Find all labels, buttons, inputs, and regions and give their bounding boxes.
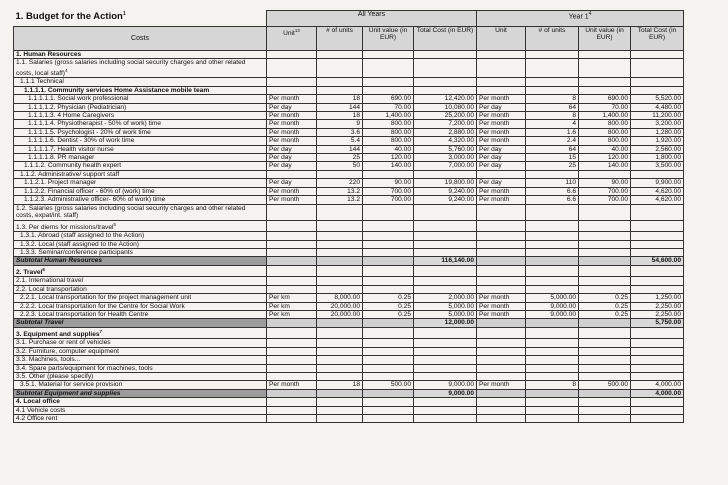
row-intl-travel: 2.1. International travel (14, 277, 267, 285)
section-travel: 2. Travel$^6$ (14, 265, 267, 277)
subtotal-hr: Subtotal Human Resources 116,140.00 54,600.00 (14, 257, 720, 265)
row-machines: 3.3. Machines, tools... (14, 356, 267, 364)
unit-y1-header: Unit (477, 27, 526, 51)
table-row: 3.5.1. Material for service provision Per month 18 500.00 9,000.00 Per month 8 500.00 4,000.00 (14, 381, 720, 389)
table-row: 2.2.3. Local transportation for Health Centre Per km 20,000.00 0.25 5,000.00 Per month 9,000.00 0.25 2,250.00 (14, 310, 720, 318)
row-furniture: 3.2. Furniture, computer equipment (14, 347, 267, 355)
table-row: 1.1.1.1.8. PR manager Per day 25 120.00 3,000.00 Per day 15 120.00 1,800.00 (14, 154, 720, 162)
row-admin: 1.1.2. Administrative/ support staff (14, 170, 267, 178)
row-vehicle-costs: 4.1 Vehicle costs (14, 406, 267, 414)
table-row: 1.1.2.1. Project manager Per day 220 90.00 19,800.00 Per day 110 90.00 9,900.00 (14, 179, 720, 187)
table-row: 1.1.1.1.7. Health visitor nurse Per day 144 40.00 5,760.00 Per day 64 40.00 2,560.00 (14, 145, 720, 153)
table-row: 1.1.1.1.5. Psychologist - 20% of work time Per month 3.6 800.00 2,880.00 Per month 1.6 800.00 1,280.00 (14, 128, 720, 136)
row-office-rent: 4.2 Office rent (14, 415, 267, 423)
units-y1-header: # of units (526, 27, 579, 51)
row-other: 3.5. Other (please specify) (14, 372, 267, 380)
subtotal-equipment: Subtotal Equipment and supplies 9,000.00 4,000.00 (14, 389, 720, 397)
section-equipment: 3. Equipment and supplies$^7$ (14, 327, 267, 339)
row-salaries: 1.1. Salaries (gross salaries including social security charges and other related costs, local staff)$^4$ (14, 59, 267, 78)
costs-header: Costs (14, 27, 267, 51)
unit-value-header: Unit value (in EUR) (363, 27, 414, 51)
row-perdiems: 1.3. Per diems for missions/travel$^5$ (14, 220, 267, 232)
row-local: 1.3.2. Local (staff assigned to the Action) (14, 240, 267, 248)
total-cost-header: Total Cost (in EUR) (414, 27, 477, 51)
table-row: 1.1.1.1.4. Physiotherapist - 50% of work) time Per month 9 800.00 7,200.00 Per month 4 800.00 3,200.00 (14, 120, 720, 128)
row-community: 1.1.1.1. Community services Home Assistance mobile team (14, 86, 267, 94)
table-row: 1.1.1.1.1. Social work professional Per month 18 690.00 12,420.00 Per month 8 690.00 5,520.00 (14, 95, 720, 103)
row-spare-parts: 3.4. Spare parts/equipment for machines, tools (14, 364, 267, 372)
section-hr: 1. Human Resources (14, 51, 267, 59)
table-row: 1.1.1.1.2. Physician (Pediatrician) Per day 144 70.00 10,080.00 Per day 64 70.00 4,480.00 (14, 103, 720, 111)
year1-header: Year $1^4$ (477, 11, 684, 27)
unit-header: Unit$^{13}$ (267, 27, 317, 51)
table-row: 1.1.1.2. Community health expert Per day 50 140.00 7,000.00 Per day 25 140.00 3,500.00 (14, 162, 720, 170)
table-row: 1.1.1.1.6. Dentist - 30% of work time Per month 5.4 800.00 4,320.00 Per month 2.4 800.00 1,920.00 (14, 137, 720, 145)
section-local-office: 4. Local office (14, 398, 267, 406)
row-salaries-expat: 1.2. Salaries (gross salaries including social security charges and other related costs, expat/int. staff) (14, 204, 267, 220)
table-row: 1.1.2.3. Administrative officer- 60% of work) time Per month 13.2 700.00 9,240.00 Per month 6.6 700.00 4,620.00 (14, 196, 720, 204)
table-row: 2.2.1. Local transportation for the project management unit Per km 8,000.00 0.25 2,000.00 Per month 5,000.00 0.25 1,250.00 (14, 294, 720, 302)
all-years-header: All Years (267, 11, 477, 27)
row-seminar: 1.3.3. Seminar/conference participants (14, 248, 267, 256)
table-row: 1.1.1.1.3. 4 Home Caregivers Per month 18 1,400.00 25,200.00 Per month 8 1,400.00 11,200.00 (14, 112, 720, 120)
table-row: 1.1.2.2. Financial officer - 60% of (work) time Per month 13.2 700.00 9,240.00 Per month 6.6 700.00 4,620.00 (14, 187, 720, 195)
unit-value-y1-header: Unit value (in EUR) (579, 27, 631, 51)
subtotal-travel: Subtotal Travel 12,000.00 5,750.00 (14, 319, 720, 327)
row-local-transport: 2.2. Local transportation (14, 285, 267, 293)
table-row: 2.2.2. Local transportation for the Centre for Social Work Per km 20,000.00 0.25 5,000.00 Per month 9,000.00 0.25 2,250.00 (14, 302, 720, 310)
page-title: 1. Budget for the Action$^1$ (14, 11, 267, 27)
row-abroad: 1.3.1. Abroad (staff assigned to the Action) (14, 232, 267, 240)
row-technical: 1.1.1 Technical (14, 78, 267, 86)
units-header: # of units (317, 27, 363, 51)
budget-table (13, 10, 720, 423)
total-cost-y1-header: Total Cost (in EUR) (631, 27, 684, 51)
row-vehicles: 3.1. Purchase or rent of vehicles (14, 339, 267, 347)
